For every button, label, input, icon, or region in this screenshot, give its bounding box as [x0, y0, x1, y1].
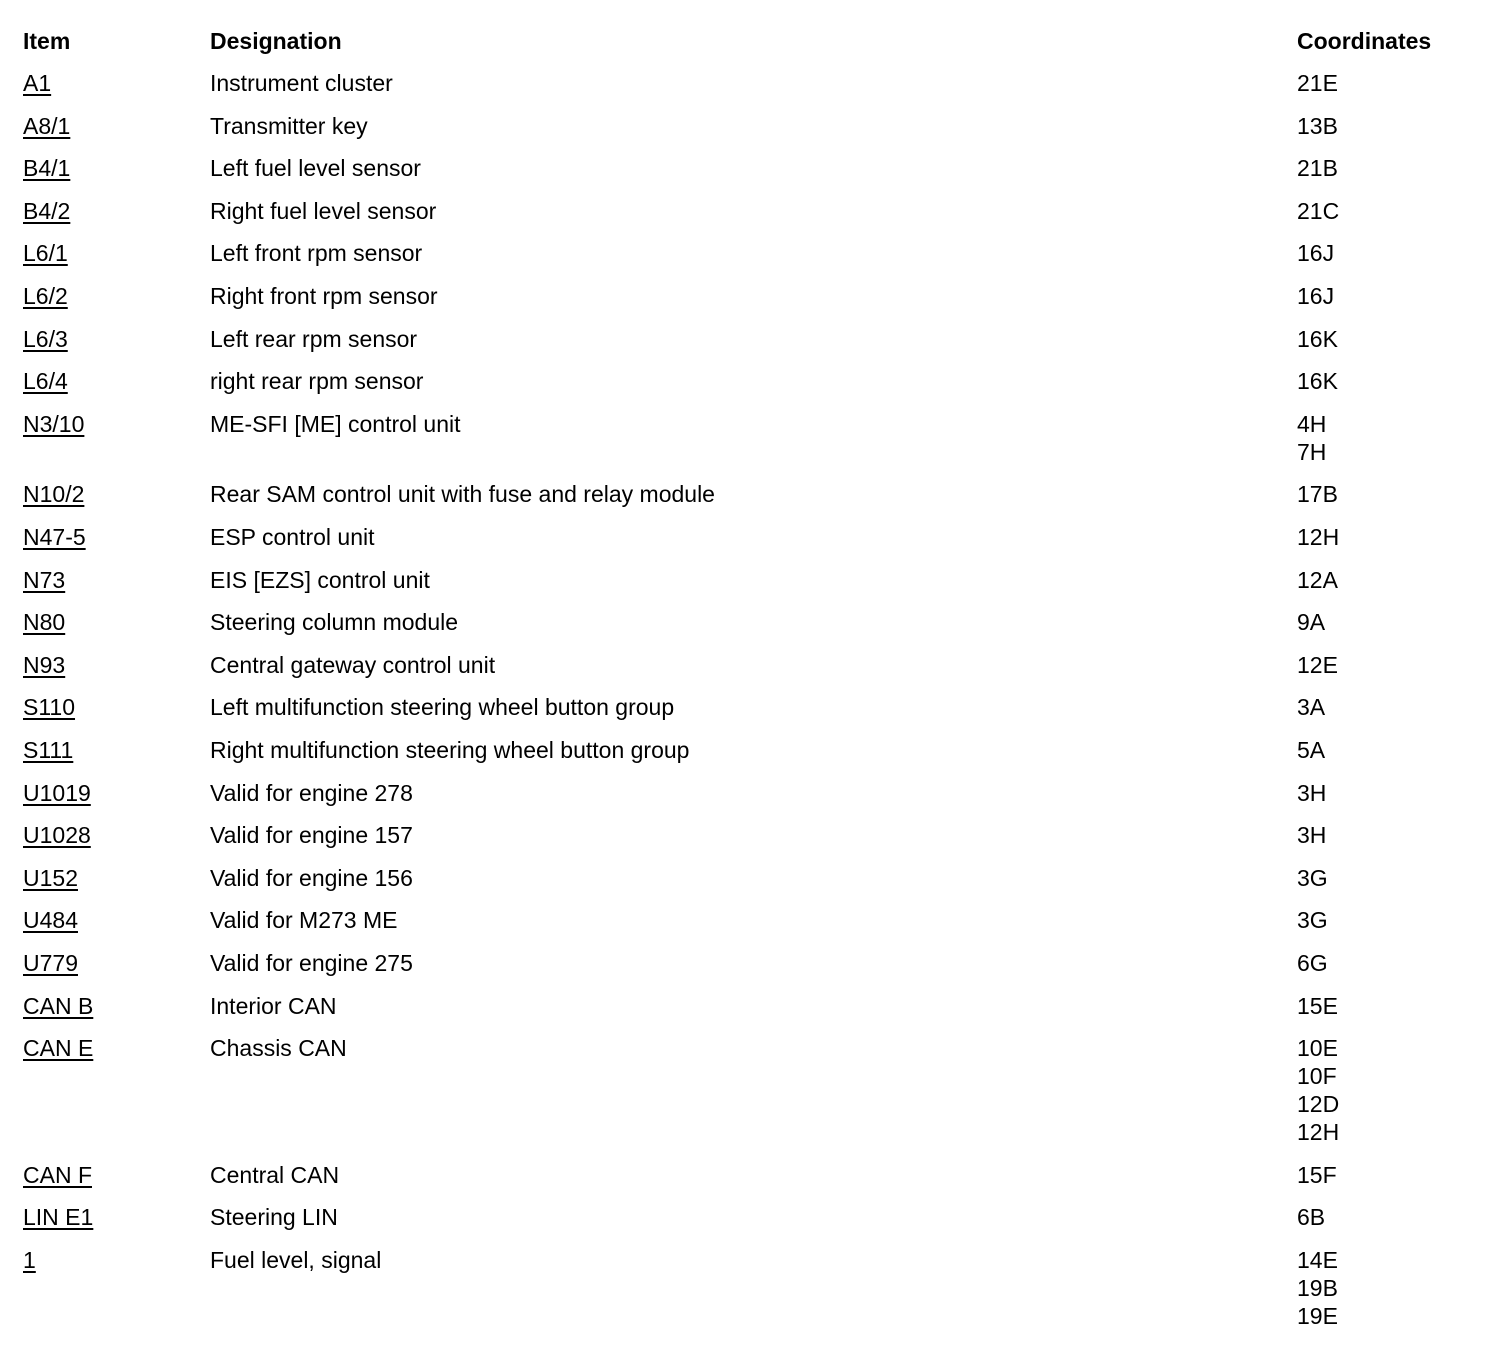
coordinate-value: 12D — [1297, 1091, 1340, 1118]
item-link[interactable]: U152 — [23, 864, 78, 891]
designation-text: Left front rpm sensor — [210, 240, 423, 267]
designation-text: Left multifunction steering wheel button group — [210, 694, 675, 721]
coordinate-value: 14E — [1297, 1247, 1338, 1273]
coordinate-value: 16J — [1297, 283, 1335, 309]
coordinate-value: 16K — [1297, 368, 1338, 395]
item-link[interactable]: L6/3 — [23, 325, 68, 352]
item-link[interactable]: S111 — [23, 737, 74, 763]
item-link[interactable]: A1 — [23, 70, 52, 96]
coordinates-cell — [1297, 736, 1325, 764]
coordinates-cell — [1297, 608, 1325, 636]
item-link[interactable]: U779 — [23, 950, 78, 976]
coordinates-cell — [1297, 693, 1325, 721]
item-link[interactable]: S110 — [23, 694, 76, 721]
item-link[interactable]: U484 — [23, 907, 78, 934]
coordinates-cell — [1297, 325, 1338, 353]
coordinates-cell — [1297, 1161, 1337, 1189]
designation-text: Valid for engine 278 — [210, 779, 413, 806]
coordinate-value: 3G — [1297, 864, 1328, 891]
item-link[interactable]: CAN F — [23, 1161, 92, 1188]
item-link[interactable]: N80 — [23, 609, 66, 636]
designation-text: Central gateway control unit — [210, 651, 496, 678]
coordinate-value: 4H — [1297, 410, 1327, 437]
item-link[interactable]: L6/2 — [23, 283, 68, 309]
coordinate-value: 16K — [1297, 325, 1338, 352]
coordinates-cell — [1297, 69, 1338, 97]
coordinates-cell — [1297, 821, 1326, 849]
coordinate-value: 17B — [1297, 481, 1338, 508]
item-link[interactable]: L6/4 — [23, 368, 68, 395]
coordinate-value: 15E — [1297, 992, 1338, 1019]
coordinate-value: 3A — [1297, 694, 1326, 721]
coordinates-cell — [1297, 1034, 1339, 1146]
header-item: Item — [23, 28, 71, 54]
designation-text: right rear rpm sensor — [210, 368, 424, 395]
item-link[interactable]: N47-5 — [23, 524, 86, 550]
coordinate-value: 19B — [1297, 1275, 1338, 1301]
designation-text: Valid for engine 156 — [210, 864, 413, 891]
item-link[interactable]: A8/1 — [23, 112, 71, 139]
designation-text: Valid for engine 275 — [210, 950, 413, 976]
coordinates-cell — [1297, 1203, 1325, 1231]
coordinate-value: 13B — [1297, 112, 1338, 139]
coordinates-cell — [1297, 864, 1328, 892]
item-link[interactable]: 1 — [23, 1247, 36, 1273]
designation-text: Instrument cluster — [210, 70, 393, 96]
coordinate-value: 3H — [1297, 822, 1327, 849]
coordinates-cell — [1297, 112, 1338, 140]
item-link[interactable]: U1019 — [23, 779, 91, 806]
coordinates-cell — [1297, 367, 1338, 395]
designation-text: Right multifunction steering wheel button group — [210, 737, 690, 763]
coordinate-value: 10F — [1297, 1063, 1337, 1090]
coordinates-cell — [1297, 480, 1338, 508]
designation-text: Steering LIN — [210, 1204, 338, 1231]
coordinate-value: 10E — [1297, 1035, 1338, 1062]
coordinates-cell — [1297, 410, 1326, 466]
coordinates-cell — [1297, 992, 1338, 1020]
coordinate-value: 12A — [1297, 566, 1338, 593]
coordinates-cell — [1297, 949, 1328, 977]
header-coordinates: Coordinates — [1297, 28, 1432, 54]
designation-text: Valid for M273 ME — [210, 907, 398, 934]
coordinates-cell — [1297, 197, 1339, 225]
designation-text: Valid for engine 157 — [210, 822, 413, 849]
item-link[interactable]: N10/2 — [23, 481, 85, 508]
item-link[interactable]: N93 — [23, 651, 66, 678]
coordinate-value: 21B — [1297, 155, 1338, 182]
coordinate-value: 15F — [1297, 1161, 1337, 1188]
coordinate-value: 21E — [1297, 70, 1338, 96]
item-link[interactable]: B4/2 — [23, 197, 71, 224]
coordinate-value: 6B — [1297, 1204, 1326, 1231]
designation-text: ME-SFI [ME] control unit — [210, 410, 461, 437]
coordinate-value: 16J — [1297, 240, 1335, 267]
designation-text: Rear SAM control unit with fuse and relay module — [210, 481, 715, 508]
item-link[interactable]: B4/1 — [23, 155, 71, 182]
designation-text: Steering column module — [210, 609, 459, 636]
coordinates-cell — [1297, 906, 1328, 934]
designation-text: ESP control unit — [210, 524, 375, 550]
header-designation: Designation — [210, 28, 342, 54]
coordinates-cell — [1297, 1246, 1338, 1330]
item-link[interactable]: U1028 — [23, 822, 91, 849]
coordinates-cell — [1297, 651, 1338, 679]
coordinate-value: 9A — [1297, 609, 1326, 636]
coordinate-value: 21C — [1297, 197, 1340, 224]
coordinates-cell — [1297, 239, 1334, 267]
coordinate-value: 7H — [1297, 438, 1327, 465]
item-link[interactable]: N73 — [23, 566, 66, 593]
designation-text: Left fuel level sensor — [210, 155, 421, 182]
coordinate-value: 5A — [1297, 737, 1326, 763]
designation-text: Left rear rpm sensor — [210, 325, 418, 352]
coordinates-cell — [1297, 566, 1338, 594]
coordinate-value: 12H — [1297, 1119, 1340, 1146]
coordinate-value: 3H — [1297, 779, 1327, 806]
coordinates-cell — [1297, 282, 1334, 310]
coordinate-value: 12E — [1297, 651, 1338, 678]
coordinates-cell — [1297, 523, 1339, 551]
item-link[interactable]: N3/10 — [23, 410, 85, 437]
designation-text: Right front rpm sensor — [210, 283, 438, 309]
designation-text: Chassis CAN — [210, 1035, 347, 1062]
coordinate-value: 3G — [1297, 907, 1328, 934]
coordinate-value: 6G — [1297, 950, 1328, 976]
designation-text: Fuel level, signal — [210, 1247, 382, 1273]
designation-text: EIS [EZS] control unit — [210, 566, 430, 593]
coordinate-value: 12H — [1297, 524, 1340, 550]
designation-text: Interior CAN — [210, 992, 337, 1019]
designation-text: Right fuel level sensor — [210, 197, 437, 224]
designation-text: Transmitter key — [210, 112, 368, 139]
coordinates-cell — [1297, 779, 1326, 807]
item-link[interactable]: LIN E1 — [23, 1204, 94, 1231]
coordinate-value: 19E — [1297, 1303, 1338, 1329]
item-link[interactable]: CAN E — [23, 1035, 94, 1062]
designation-text: Central CAN — [210, 1161, 340, 1188]
item-link[interactable]: CAN B — [23, 992, 94, 1019]
coordinates-cell — [1297, 154, 1338, 182]
item-link[interactable]: L6/1 — [23, 240, 68, 267]
